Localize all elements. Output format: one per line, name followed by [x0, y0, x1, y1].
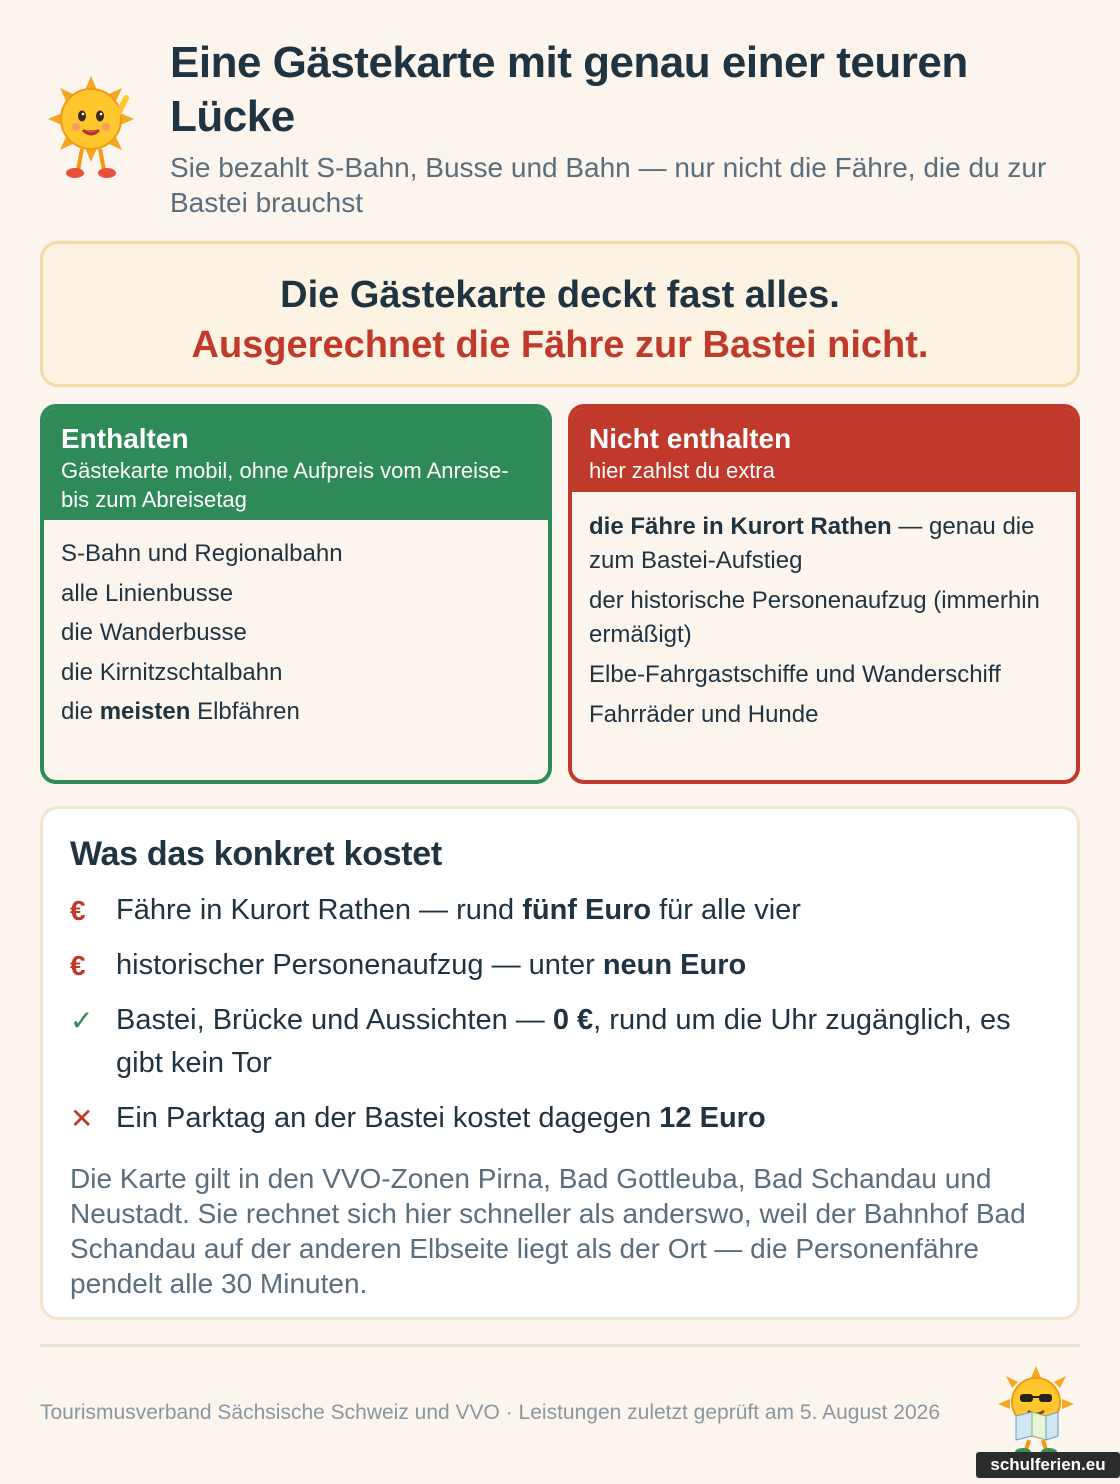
- item-text: , rund um die Uhr zugänglich, es gibt kein Tor: [116, 1004, 1011, 1079]
- item-text: [116, 889, 801, 932]
- item-emphasis: die Fähre in Kurort Rathen: [589, 513, 892, 540]
- sun-mascot-pointing-icon: [46, 74, 136, 184]
- item-text: [116, 944, 746, 987]
- euro-icon: €: [70, 950, 86, 981]
- item-text: Ein Parktag an der Bastei kostet dagegen: [116, 1102, 660, 1134]
- list-item: [70, 889, 1060, 932]
- list-item: alle Linienbusse: [61, 579, 234, 607]
- list-item: die Wanderbusse: [61, 619, 247, 646]
- banner-headline: Die Gästekarte deckt fast alles.: [280, 274, 840, 316]
- item-text: [116, 999, 1060, 1085]
- item-emphasis: meisten: [99, 698, 191, 725]
- page-subtitle: Sie bezahlt S-Bahn, Busse und Bahn — nur nicht die Fähre, die du zur Bastei brauchst: [170, 152, 1047, 218]
- item-text: die: [61, 698, 100, 725]
- banner-warning: Ausgerechnet die Fähre zur Bastei nicht.: [191, 324, 929, 366]
- list-item: [70, 999, 1060, 1085]
- excluded-header: [572, 408, 1076, 492]
- item-emphasis: fünf Euro: [522, 894, 652, 926]
- list-item: der historische Personenaufzug (immerhin ermäßigt): [589, 587, 1040, 648]
- excluded-list: [572, 492, 1076, 732]
- list-item: [70, 944, 1060, 987]
- cost-note: Die Karte gilt in den VVO-Zonen Pirna, Bad Gottleuba, Bad Schandau und Neustadt. Sie rechnet sich hier schneller als anderswo, weil der Bahnhof Bad Schandau auf der anderen Elbseite liegt als der Ort — die Personenfähre pendelt alle 30 Minuten.: [70, 1163, 1026, 1299]
- excluded-title: Nicht enthalten: [589, 423, 792, 454]
- item-text: Bastei, Brücke und Aussichten —: [116, 1004, 553, 1036]
- included-list: [44, 520, 548, 728]
- list-item: die Kirnitzschtalbahn: [61, 658, 283, 686]
- footer-source: Tourismusverband Sächsische Schweiz und VVO · Leistungen zuletzt geprüft am 5. August 2026: [40, 1401, 941, 1424]
- cost-card: [40, 806, 1080, 1320]
- page-title: Eine Gästekarte mit genau einer teuren Lücke: [170, 38, 968, 141]
- included-header: [44, 408, 548, 520]
- included-subtitle: Gästekarte mobil, ohne Aufpreis vom Anreise- bis zum Abreisetag: [61, 458, 509, 512]
- item-text: — genau die zum Bastei-Aufstieg: [589, 513, 1035, 574]
- cost-list: [70, 889, 1060, 1152]
- item-emphasis: 0 €: [552, 1004, 594, 1036]
- sun-mascot-map-icon: [996, 1364, 1076, 1456]
- item-text: [116, 1097, 766, 1140]
- list-item: [589, 510, 1059, 578]
- header: [40, 36, 1080, 226]
- item-emphasis: neun Euro: [602, 949, 747, 981]
- cost-title: Was das konkret kostet: [70, 835, 442, 873]
- item-text: für alle vier: [651, 894, 801, 926]
- check-icon: ✓: [70, 1005, 94, 1036]
- item-text: Fähre in Kurort Rathen — rund: [116, 894, 523, 926]
- list-item: [70, 1097, 1060, 1140]
- excluded-subtitle: hier zahlst du extra: [589, 458, 775, 483]
- list-item: Fahrräder und Hunde: [589, 701, 819, 728]
- list-item: [61, 696, 531, 728]
- list-item: S-Bahn und Regionalbahn: [61, 540, 343, 567]
- highlight-banner: [40, 241, 1080, 387]
- item-emphasis: 12 Euro: [659, 1102, 766, 1134]
- included-card: [40, 404, 552, 784]
- included-title: Enthalten: [61, 423, 189, 454]
- brand-logo: schulferien.eu: [976, 1452, 1120, 1478]
- item-text: historischer Personenaufzug — unter: [116, 949, 603, 981]
- excluded-card: [568, 404, 1080, 784]
- euro-icon: €: [70, 895, 86, 926]
- footer-divider: [40, 1344, 1080, 1347]
- cross-icon: ✕: [70, 1103, 94, 1134]
- item-text: Elbfähren: [190, 698, 300, 725]
- list-item: Elbe-Fahrgastschiffe und Wanderschiff: [589, 661, 1001, 688]
